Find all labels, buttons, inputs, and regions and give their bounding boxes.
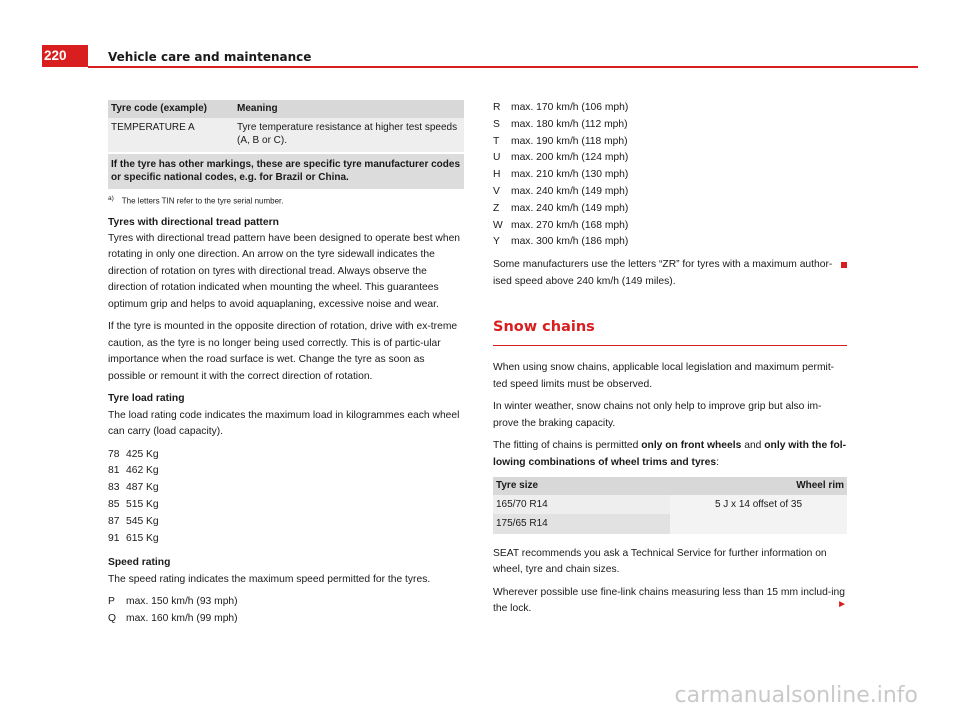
zr-note: Some manufacturers use the letters “ZR” for tyres with a maximum author-ised speed above 240 km/h (149 miles). <box>493 257 847 290</box>
snow-paragraph-4: SEAT recommends you ask a Technical Service for further information on wheel, tyre and chain sizes. <box>493 547 827 576</box>
section-rule <box>493 345 847 346</box>
continue-arrow-icon: ► <box>837 599 847 611</box>
load-text: The load rating code indicates the maximum load in kilogrammes each wheel can carry (load capacity). <box>108 409 460 438</box>
footnote-marker: a) <box>108 194 114 202</box>
table-header-wheel-rim: Wheel rim <box>670 477 847 495</box>
page-number: 220 <box>42 45 88 67</box>
left-column <box>108 100 464 634</box>
table-cell-meaning: Tyre temperature resistance at higher test speeds (A, B or C). <box>234 118 464 153</box>
list-item: 78 425 Kg <box>108 448 159 460</box>
table-note: If the tyre has other markings, these are specific tyre manufacturer codes or specific national codes, e.g. for Brazil or China. <box>108 153 464 189</box>
list-item: Y max. 300 km/h (186 mph) <box>493 236 629 248</box>
snow-paragraph-2: In winter weather, snow chains not only help to improve grip but also im-prove the braking capacity. <box>493 401 822 429</box>
speed-list-right <box>493 100 847 251</box>
wheel-rim-table <box>493 477 847 534</box>
directional-heading: Tyres with directional tread pattern <box>108 216 279 228</box>
list-item: 81 462 Kg <box>108 465 159 477</box>
right-column <box>493 100 847 623</box>
snow-paragraph-5-wrap <box>493 585 847 618</box>
list-item: W max. 270 km/h (168 mph) <box>493 219 629 231</box>
list-item: Q max. 160 km/h (99 mph) <box>108 613 238 625</box>
table-header-code: Tyre code (example) <box>108 100 234 118</box>
snow-paragraph-1: When using snow chains, applicable local legislation and maximum permit-ted speed limits must be observed. <box>493 362 835 390</box>
speed-heading: Speed rating <box>108 557 171 569</box>
list-item: 85 515 Kg <box>108 499 159 511</box>
list-item: 83 487 Kg <box>108 482 159 494</box>
speed-list-left <box>108 594 464 628</box>
list-item: 87 545 Kg <box>108 515 159 527</box>
snow-paragraph-5: Wherever possible use fine-link chains measuring less than 15 mm includ-ing the lock. <box>493 586 845 615</box>
speed-text: The speed rating indicates the maximum speed permitted for the tyres. <box>108 573 431 585</box>
list-item: R max. 170 km/h (106 mph) <box>493 102 629 113</box>
footnote <box>108 195 464 207</box>
list-item: S max. 180 km/h (112 mph) <box>493 118 628 130</box>
list-item: T max. 190 km/h (118 mph) <box>493 135 628 147</box>
snow-paragraph-3: The fitting of chains is permitted only on front wheels and only with the fol-lowing combinations of wheel trims and tyres: <box>493 440 847 468</box>
watermark: carmanualsonline.info <box>674 683 918 708</box>
directional-paragraph-1: Tyres with directional tread pattern have been designed to operate best when rotating in only one direction. An arrow on the tyre sidewall indicates the direction of rotation on tyres with directional tread. Always observe the direction of rotation indicated when mounting the wheel. This guarantees optimum grip and helps to avoid aquaplaning, excessive noise and wear. <box>108 233 461 310</box>
tyre-code-table <box>108 100 464 189</box>
list-item: Z max. 240 km/h (149 mph) <box>493 202 629 214</box>
header-rule <box>88 66 918 68</box>
table-header-meaning: Meaning <box>234 100 464 118</box>
footnote-text: The letters TIN refer to the tyre serial number. <box>121 196 284 206</box>
page-header-title: Vehicle care and maintenance <box>108 50 312 64</box>
table-cell-rim: 5 J x 14 offset of 35 <box>670 495 847 534</box>
load-heading: Tyre load rating <box>108 393 185 405</box>
load-list <box>108 447 464 548</box>
table-header-tyre-size: Tyre size <box>493 477 670 495</box>
section-title-snow-chains: Snow chains <box>493 319 595 336</box>
list-item: U max. 200 km/h (124 mph) <box>493 152 629 164</box>
list-item: V max. 240 km/h (149 mph) <box>493 185 629 197</box>
list-item: 91 615 Kg <box>108 532 159 544</box>
directional-paragraph-2: If the tyre is mounted in the opposite direction of rotation, drive with ex-treme caution, as the tyre is no longer being used correctly. This is of partic-ular importance when the road surface is wet. Change the tyre as soon as possible or remount it with the correct direction of rotation. <box>108 321 458 382</box>
section-end-marker <box>841 262 847 268</box>
table-row <box>108 118 464 153</box>
table-cell-tyre: 175/65 R14 <box>493 514 670 534</box>
table-cell-tyre: 165/70 R14 <box>493 495 670 515</box>
list-item: P max. 150 km/h (93 mph) <box>108 596 238 608</box>
table-row <box>493 495 847 515</box>
list-item: H max. 210 km/h (130 mph) <box>493 169 629 181</box>
table-cell-code: TEMPERATURE A <box>108 118 234 153</box>
